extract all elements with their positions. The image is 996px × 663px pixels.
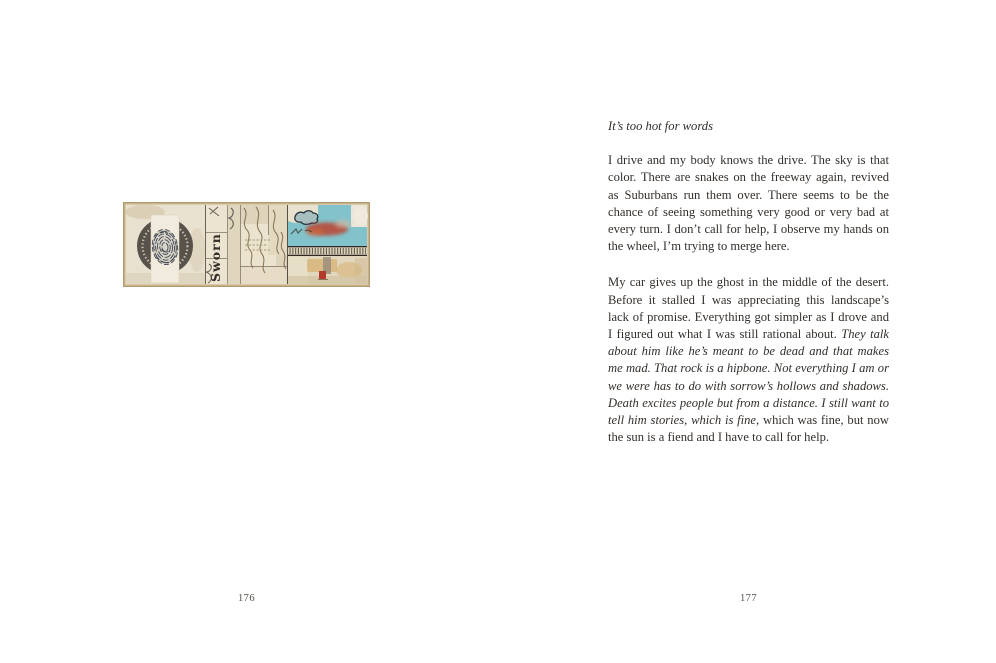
text-segment-roman: which was fine, but now the sun is a fiend and I have to call for help. xyxy=(608,413,889,445)
page-number-right: 177 xyxy=(740,593,757,604)
red-square-mark xyxy=(319,271,326,279)
right-page xyxy=(498,0,996,663)
paragraph-2 xyxy=(608,274,889,446)
text-segment-italic: They talk about him like he’s meant to be dead and that makes me mad. That rock is a hipbone. Not everything I am or we were has to do with sorrow’s hollows and shadows. Death excites people but from a distance. I still want to tell him stories, which is fine, xyxy=(608,327,889,428)
panel-seam-right xyxy=(287,205,288,284)
text-segment-roman: I drive and my body knows the drive. The sky is that color. There are snakes on the freeway again, revived as Suburbans run them over. There seems to be the chance of seeing something very good or very bad at every turn. I don’t call for help, I observe my hands on the wheel, I’m trying to merge here. xyxy=(608,153,889,254)
landscape-panel xyxy=(288,205,368,284)
decorative-band xyxy=(288,246,367,256)
fingerprint-panel xyxy=(125,205,205,284)
page-number-left: 176 xyxy=(238,593,255,604)
collage-artwork-svg xyxy=(123,202,370,287)
cloud-outline-icon xyxy=(295,211,318,225)
text-block xyxy=(608,118,889,446)
paragraph-1 xyxy=(608,152,889,255)
section-heading: It’s too hot for words xyxy=(608,119,713,133)
script-panel xyxy=(206,205,287,284)
text-segment-roman: My car gives up the ghost in the middle of the desert. Before it stalled I was appreciating this landscape’s lack of promise. Everything got simpler as I drove and I figured out what I was still rational about. xyxy=(608,275,889,342)
sworn-stamp-text: Sworn xyxy=(208,233,223,282)
collage-artwork xyxy=(123,202,370,287)
panel-seam-left xyxy=(205,205,206,284)
